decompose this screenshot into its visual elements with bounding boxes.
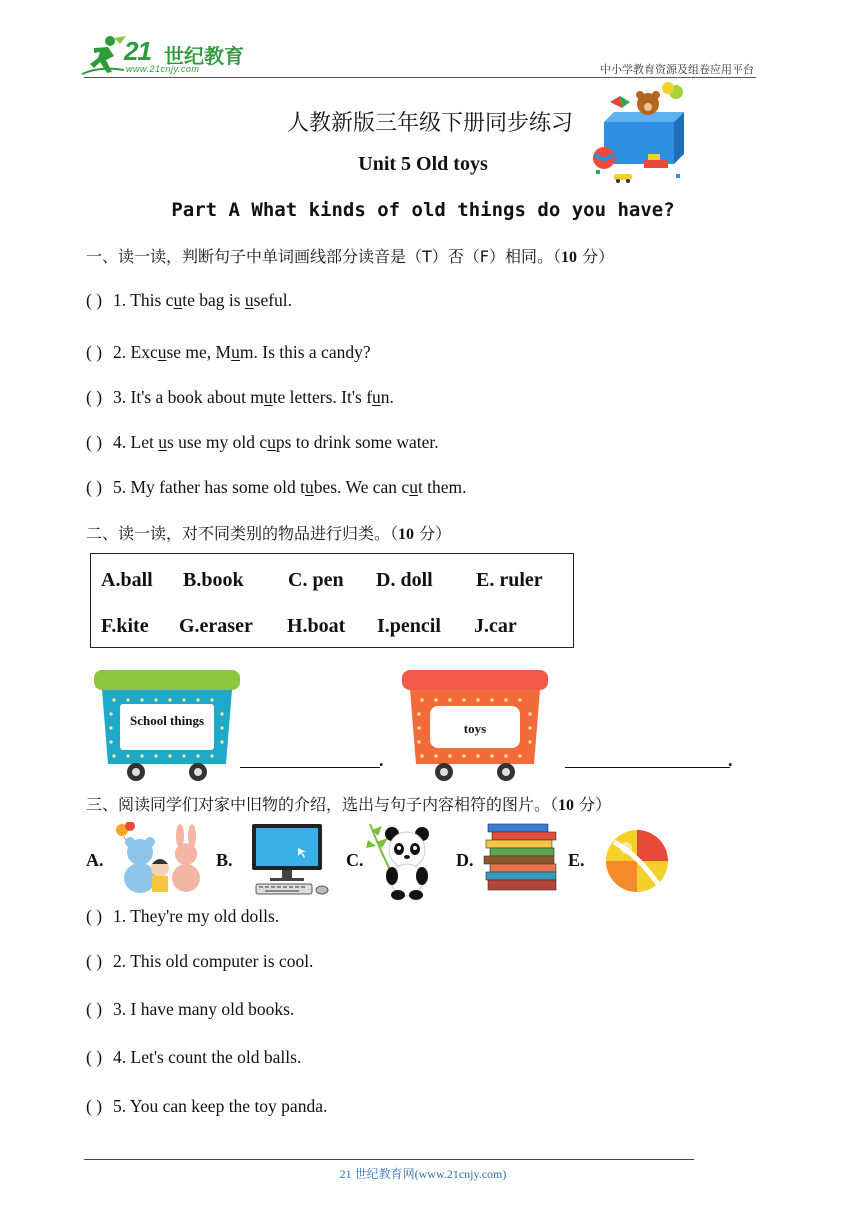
- word-item: A.ball: [101, 569, 153, 591]
- text: My father has some old t: [130, 477, 305, 497]
- picture-letter-a: A.: [86, 850, 104, 870]
- answer-paren[interactable]: ( ): [86, 1096, 103, 1116]
- word-item: I.pencil: [377, 615, 441, 637]
- text: n.: [380, 387, 394, 407]
- blank-period: .: [728, 750, 733, 770]
- picture-letter-c: C.: [346, 850, 364, 870]
- dolls-picture-icon: [112, 822, 206, 894]
- answer-paren[interactable]: ( ): [86, 951, 103, 971]
- section1-heading: [86, 244, 614, 267]
- school-things-cart: [92, 668, 242, 784]
- question-number: 3.: [113, 999, 131, 1019]
- question-number: 2.: [113, 342, 131, 362]
- text: seful.: [253, 290, 293, 310]
- section2-heading-text: 二、读一读，对不同类别的物品进行归类。（: [86, 524, 399, 543]
- text: te letters. It's f: [272, 387, 373, 407]
- section1-question-3: [86, 387, 394, 408]
- books-picture-icon: [482, 820, 562, 896]
- section3-question-4: [86, 1047, 301, 1068]
- section3-question-2: [86, 951, 313, 972]
- toy-box-illustration: [590, 82, 690, 186]
- section3-score: 10: [558, 797, 575, 814]
- answer-paren[interactable]: ( ): [86, 342, 103, 362]
- word-bank-box: [90, 553, 574, 648]
- word-item: F.kite: [101, 615, 149, 637]
- section3-question-3: [86, 999, 294, 1020]
- text: te bag is: [182, 290, 245, 310]
- text: It's a book about m: [130, 387, 264, 407]
- answer-blank-2[interactable]: [565, 767, 730, 768]
- text: bes. We can c: [313, 477, 410, 497]
- answer-paren[interactable]: ( ): [86, 999, 103, 1019]
- ball-picture-icon: [604, 828, 670, 894]
- cart2-label: toys: [463, 721, 487, 736]
- answer-paren[interactable]: ( ): [86, 906, 103, 926]
- question-number: 1.: [113, 906, 131, 926]
- section1-question-2: [86, 342, 371, 363]
- section2-score-suffix: 分）: [414, 524, 452, 543]
- panda-picture-icon: [366, 820, 440, 900]
- section1-heading-text: 一、读一读，判断句子中单词画线部分读音是（T）否（F）相同。（: [86, 247, 561, 266]
- question-text: This old computer is cool.: [130, 951, 314, 971]
- word-item: J.car: [474, 615, 517, 637]
- header-divider: [84, 77, 756, 78]
- question-number: 4.: [113, 1047, 131, 1067]
- text: s use my old c: [166, 432, 268, 452]
- cart1-label: School things: [129, 713, 205, 728]
- footer-text[interactable]: 21 世纪教育网(www.21cnjy.com): [339, 1167, 507, 1181]
- logo-cn-text: 世纪教育: [164, 44, 244, 68]
- underlined-letter: u: [231, 342, 240, 362]
- section1-question-1: [86, 290, 292, 311]
- picture-letter-d: D.: [456, 850, 474, 870]
- blank-period: .: [379, 750, 384, 770]
- answer-blank-1[interactable]: [240, 767, 380, 768]
- text: ps to drink some water.: [275, 432, 439, 452]
- title-part: Part A What kinds of old things do you have?: [171, 199, 675, 221]
- question-text: You can keep the toy panda.: [129, 1096, 328, 1116]
- picture-letter-e: E.: [568, 850, 585, 870]
- question-number: 1.: [113, 290, 131, 310]
- word-item: G.eraser: [179, 615, 253, 637]
- runner-logo-icon: [80, 34, 128, 76]
- section3-heading-text: 三、阅读同学们对家中旧物的介绍，选出与句子内容相符的图片。（: [86, 795, 559, 814]
- computer-picture-icon: [248, 822, 332, 898]
- logo-url: www.21cnjy.com: [126, 64, 200, 74]
- logo: [80, 34, 250, 76]
- underlined-letter: u: [173, 290, 183, 310]
- section3-question-5: [86, 1096, 327, 1117]
- question-text: They're my old dolls.: [130, 906, 280, 926]
- logo-number: 21: [124, 36, 151, 66]
- section2-score: 10: [398, 526, 415, 543]
- underlined-letter: u: [267, 432, 276, 452]
- question-number: 2.: [113, 951, 131, 971]
- underlined-letter: u: [372, 387, 381, 407]
- question-number: 3.: [113, 387, 131, 407]
- section3-question-1: [86, 906, 279, 927]
- text: se me, M: [166, 342, 232, 362]
- underlined-letter: u: [244, 290, 254, 310]
- question-number: 5.: [113, 1096, 130, 1116]
- section2-heading: [86, 521, 451, 544]
- answer-paren[interactable]: ( ): [86, 387, 103, 407]
- answer-paren[interactable]: ( ): [86, 1047, 103, 1067]
- platform-text: 中小学教育资源及组卷应用平台: [600, 63, 754, 76]
- question-number: 5.: [113, 477, 131, 497]
- title-unit: Unit 5 Old toys: [358, 153, 488, 175]
- underlined-letter: u: [157, 342, 167, 362]
- text: m. Is this a candy?: [239, 342, 371, 362]
- question-text: I have many old books.: [130, 999, 295, 1019]
- word-item: D. doll: [376, 569, 433, 591]
- section1-score-suffix: 分）: [576, 247, 615, 266]
- word-item: E. ruler: [476, 569, 543, 591]
- answer-paren[interactable]: ( ): [86, 432, 103, 452]
- picture-letter-b: B.: [216, 850, 233, 870]
- answer-paren[interactable]: ( ): [86, 477, 103, 497]
- section1-score: 10: [560, 249, 577, 266]
- text: Exc: [130, 342, 158, 362]
- text: t them.: [417, 477, 467, 497]
- word-item: C. pen: [288, 569, 344, 591]
- underlined-letter: u: [158, 432, 167, 452]
- toys-cart: [400, 668, 550, 784]
- title-cn: 人教新版三年级下册同步练习: [286, 111, 573, 136]
- section1-question-5: [86, 477, 467, 498]
- word-item: H.boat: [287, 615, 346, 637]
- text: This c: [130, 290, 174, 310]
- underlined-letter: u: [409, 477, 418, 497]
- underlined-letter: u: [263, 387, 273, 407]
- word-item: B.book: [183, 569, 244, 591]
- section1-question-4: [86, 432, 439, 453]
- section3-score-suffix: 分）: [574, 795, 612, 814]
- question-text: Let's count the old balls.: [130, 1047, 302, 1067]
- section3-heading: [86, 792, 611, 815]
- answer-paren[interactable]: ( ): [86, 290, 103, 310]
- footer-divider: [84, 1159, 694, 1160]
- question-number: 4.: [113, 432, 131, 452]
- text: Let: [130, 432, 159, 452]
- underlined-letter: u: [304, 477, 314, 497]
